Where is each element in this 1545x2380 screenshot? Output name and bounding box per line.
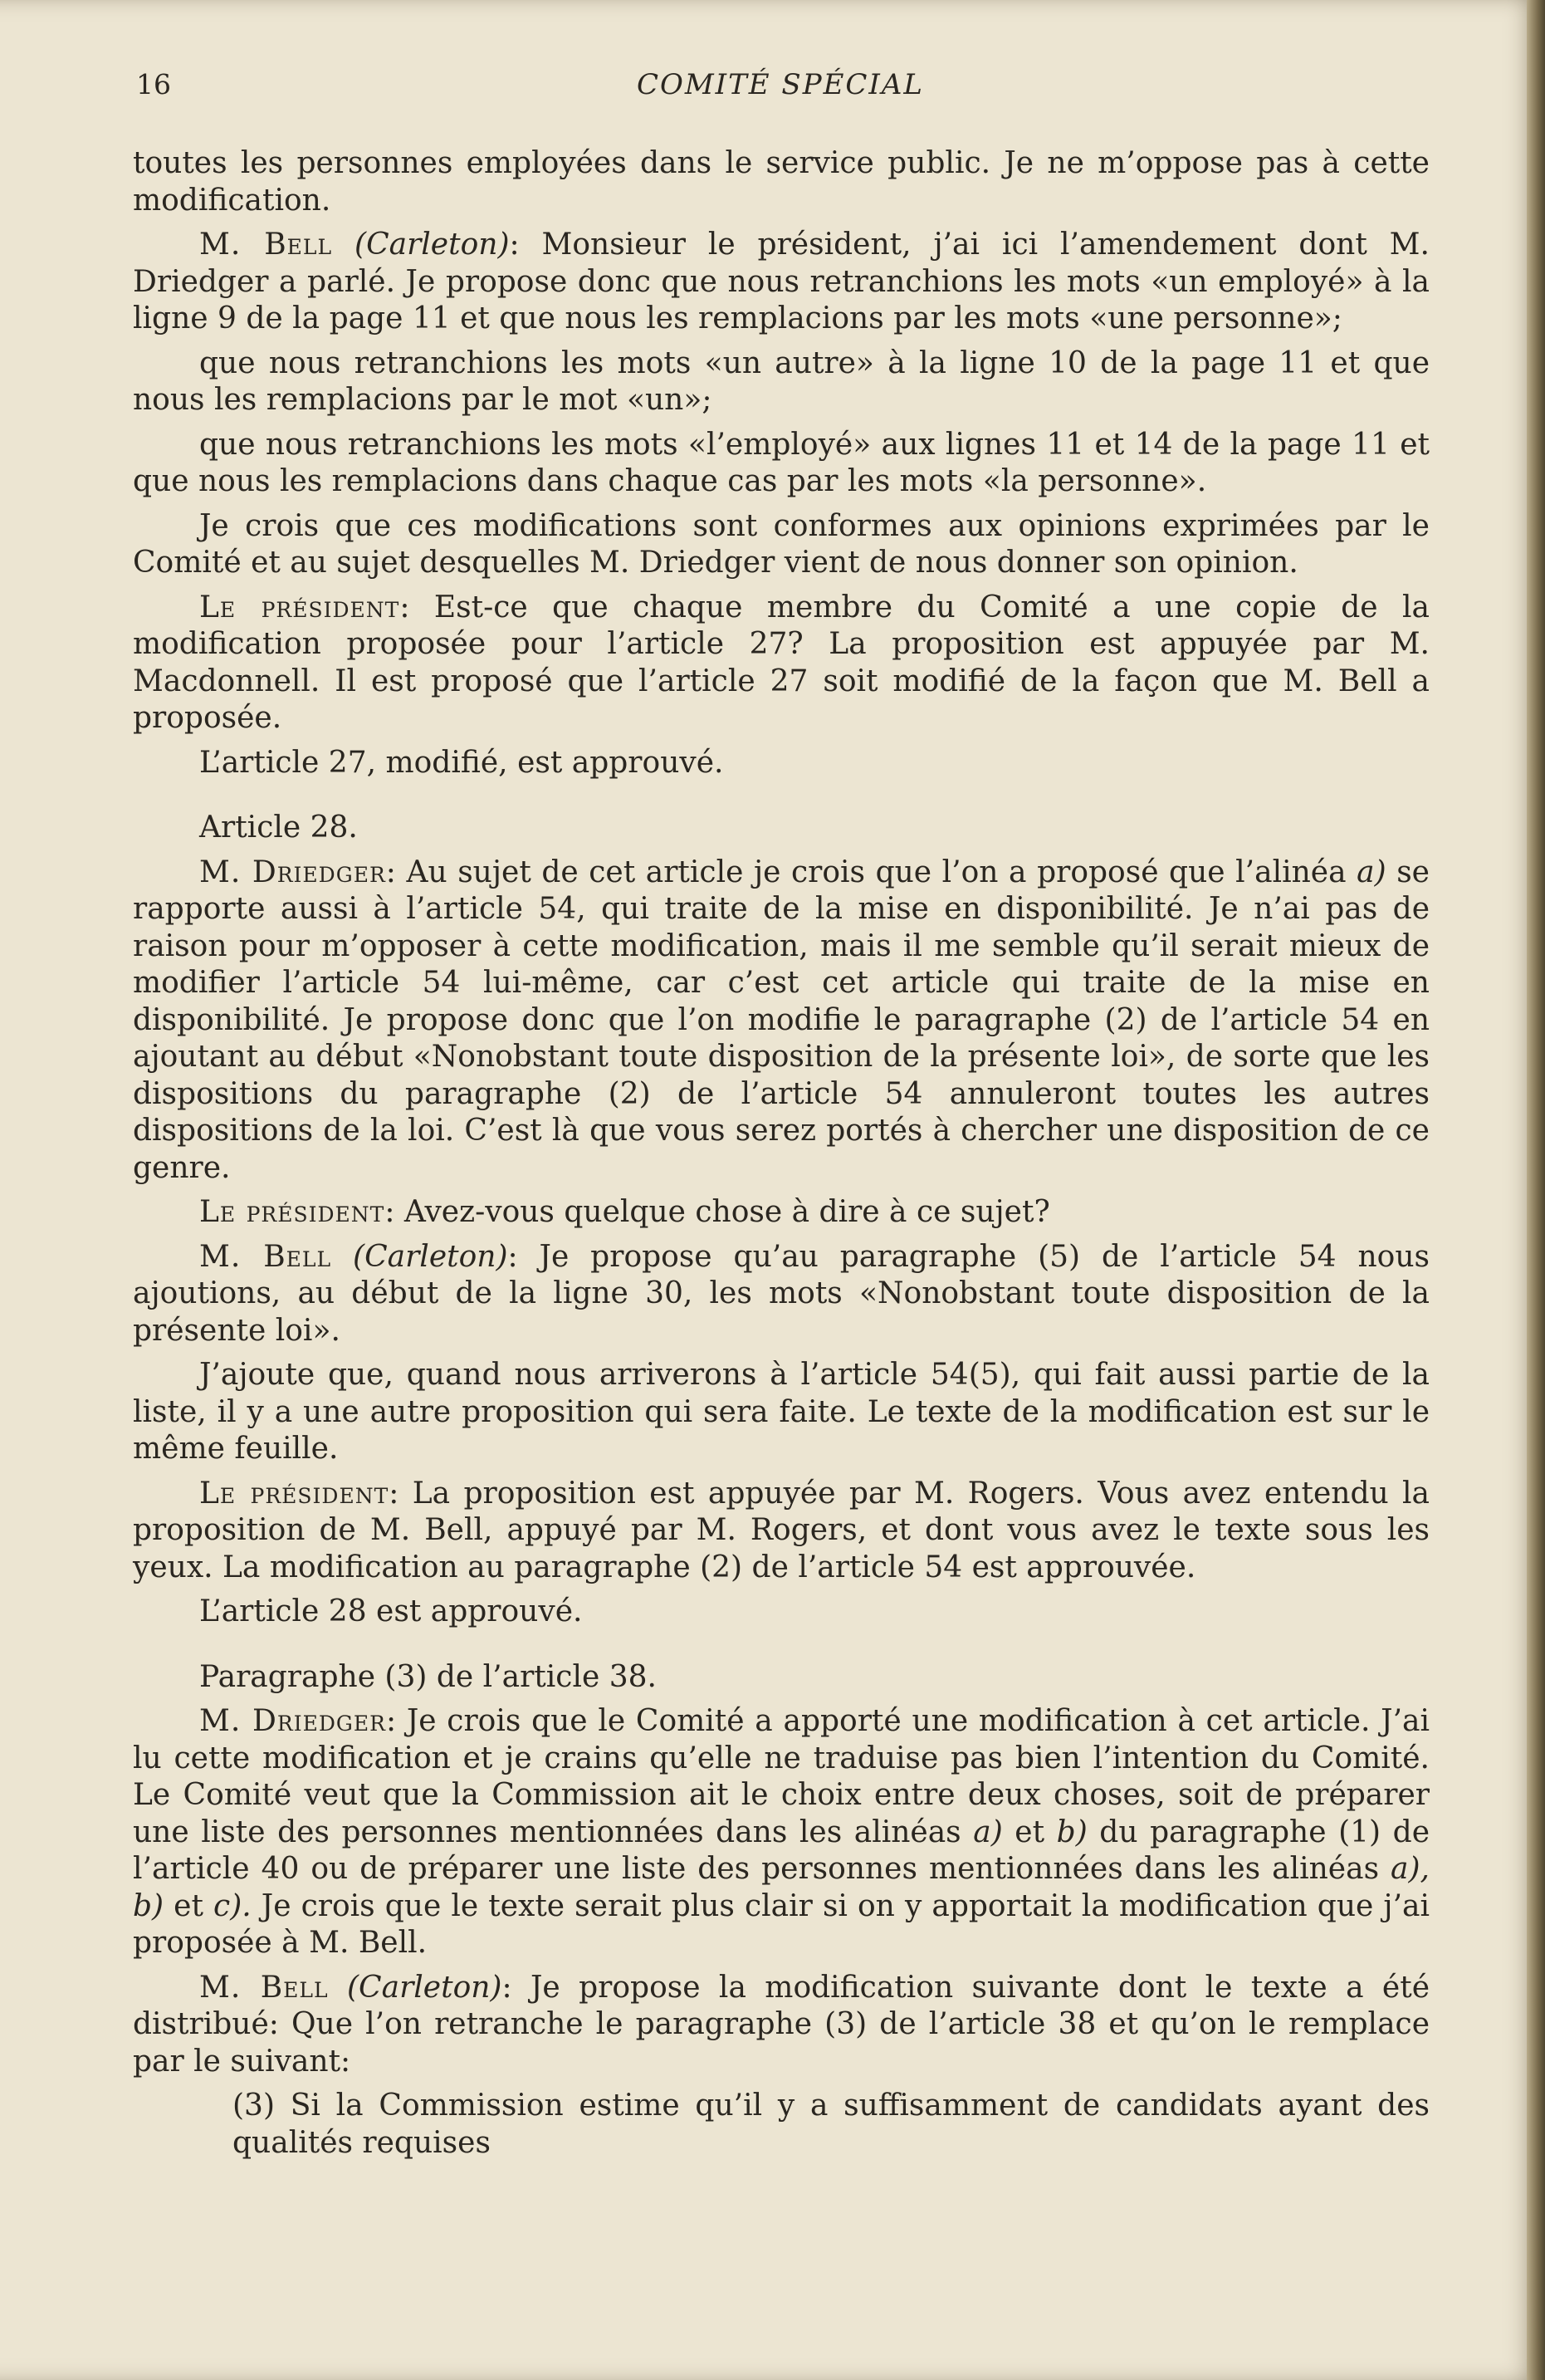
paragraph: Je crois que ces modifications sont conformes aux opinions exprimées par le Comité et au sujet desquelles M. Driedger vient de nous donner son opinion. xyxy=(133,508,1430,580)
section-heading: Paragraphe (3) de l’article 38. xyxy=(199,1659,657,1694)
quoted-amendment: (3) Si la Commission estime qu’il y a suffisamment de candidats ayant des qualités requises xyxy=(232,2089,1430,2160)
page-edge xyxy=(1527,0,1545,2380)
page-body xyxy=(133,145,1430,2169)
paragraph: toutes les personnes employées dans le service public. Je ne m’oppose pas à cette modification. xyxy=(133,146,1430,218)
paragraph: Le président: Avez-vous quelque chose à dire à ce sujet? xyxy=(199,1195,1050,1229)
paragraph: M. Driedger: Au sujet de cet article je crois que l’on a proposé que l’alinéa a) se rapporte aussi à l’article 54, qui traite de la mise en disponibilité. Je n’ai pas de raison pour m’opposer à cette modification, mais il me semble qu’il serait mieux de modifier l’article 54 lui-même, car c’est cet article qui traite de la mise en disponibilité. Je propose donc que l’on modifie le paragraphe (2) de l’article 54 en ajoutant au début «Nonobstant toute disposition de la présente loi», de sorte que les dispositions du paragraphe (2) de l’article 54 annuleront toutes les autres dispositions de la loi. C’est là que vous serez portés à chercher une disposition de ce genre. xyxy=(133,855,1430,1185)
paragraph: M. Bell (Carleton): Je propose la modification suivante dont le texte a été distribué: Que l’on retranche le paragraphe (3) de l’article 38 et qu’on le remplace par le suivant: xyxy=(133,1970,1430,2079)
paragraph: Le président: Est-ce que chaque membre du Comité a une copie de la modification proposée pour l’article 27? La proposition est appuyée par M. Macdonnell. Il est proposé que l’article 27 soit modifié de la façon que M. Bell a proposée. xyxy=(133,590,1430,735)
paragraph: L’article 28 est approuvé. xyxy=(199,1594,583,1628)
page-number: 16 xyxy=(136,68,171,100)
paragraph: M. Driedger: Je crois que le Comité a apporté une modification à cet article. J’ai lu cette modification et je crains qu’elle ne traduise pas bien l’intention du Comité. Le Comité veut que la Commission ait le choix entre deux choses, soit de préparer une liste des personnes mentionnées dans les alinéas a) et b) du paragraphe (1) de l’article 40 ou de préparer une liste des personnes mentionnées dans les alinéas a), b) et c). Je crois que le texte serait plus clair si on y apportait la modification que j’ai proposée à M. Bell. xyxy=(133,1704,1430,1960)
speaker: M. Bell xyxy=(199,1970,329,2005)
affiliation: (Carleton) xyxy=(354,228,510,262)
paragraph: que nous retranchions les mots «l’employé» aux lignes 11 et 14 de la page 11 et que nous les remplacions dans chaque cas par les mots «la personne». xyxy=(133,427,1430,498)
affiliation: (Carleton) xyxy=(347,1970,502,2005)
speaker: M. Bell xyxy=(199,1239,332,1274)
paragraph: M. Bell (Carleton): Monsieur le président, j’ai ici l’amendement dont M. Driedger a parlé. Je propose donc que nous retranchions les mots «un employé» à la ligne 9 de la page 11 et que nous les remplacions par les mots «une personne»; xyxy=(133,228,1430,335)
paragraph: L’article 27, modifié, est approuvé. xyxy=(199,745,724,780)
speaker: M. Driedger xyxy=(199,855,386,889)
speaker: Le président xyxy=(199,1476,389,1511)
running-title: COMITÉ SPÉCIAL xyxy=(636,68,924,101)
paragraph: que nous retranchions les mots «un autre» à la ligne 10 de la page 11 et que nous les remplacions par le mot «un»; xyxy=(133,345,1430,417)
speaker: Le président xyxy=(199,1195,385,1229)
speaker: M. Driedger xyxy=(199,1704,386,1738)
page-header xyxy=(133,68,1428,110)
speaker: M. Bell xyxy=(199,228,333,262)
paragraph: M. Bell (Carleton): Je propose qu’au paragraphe (5) de l’article 54 nous ajoutions, au début de la ligne 30, les mots «Nonobstant toute disposition de la présente loi». xyxy=(133,1239,1430,1348)
speaker: Le président xyxy=(199,590,400,624)
paragraph: Le président: La proposition est appuyée par M. Rogers. Vous avez entendu la proposition de M. Bell, appuyé par M. Rogers, et dont vous avez le texte sous les yeux. La modification au paragraphe (2) de l’article 54 est approuvée. xyxy=(133,1476,1430,1584)
affiliation: (Carleton) xyxy=(353,1239,508,1274)
paragraph: J’ajoute que, quand nous arriverons à l’article 54(5), qui fait aussi partie de la liste, il y a une autre proposition qui sera faite. Le texte de la modification est sur le même feuille. xyxy=(133,1358,1430,1466)
section-heading: Article 28. xyxy=(199,810,358,845)
